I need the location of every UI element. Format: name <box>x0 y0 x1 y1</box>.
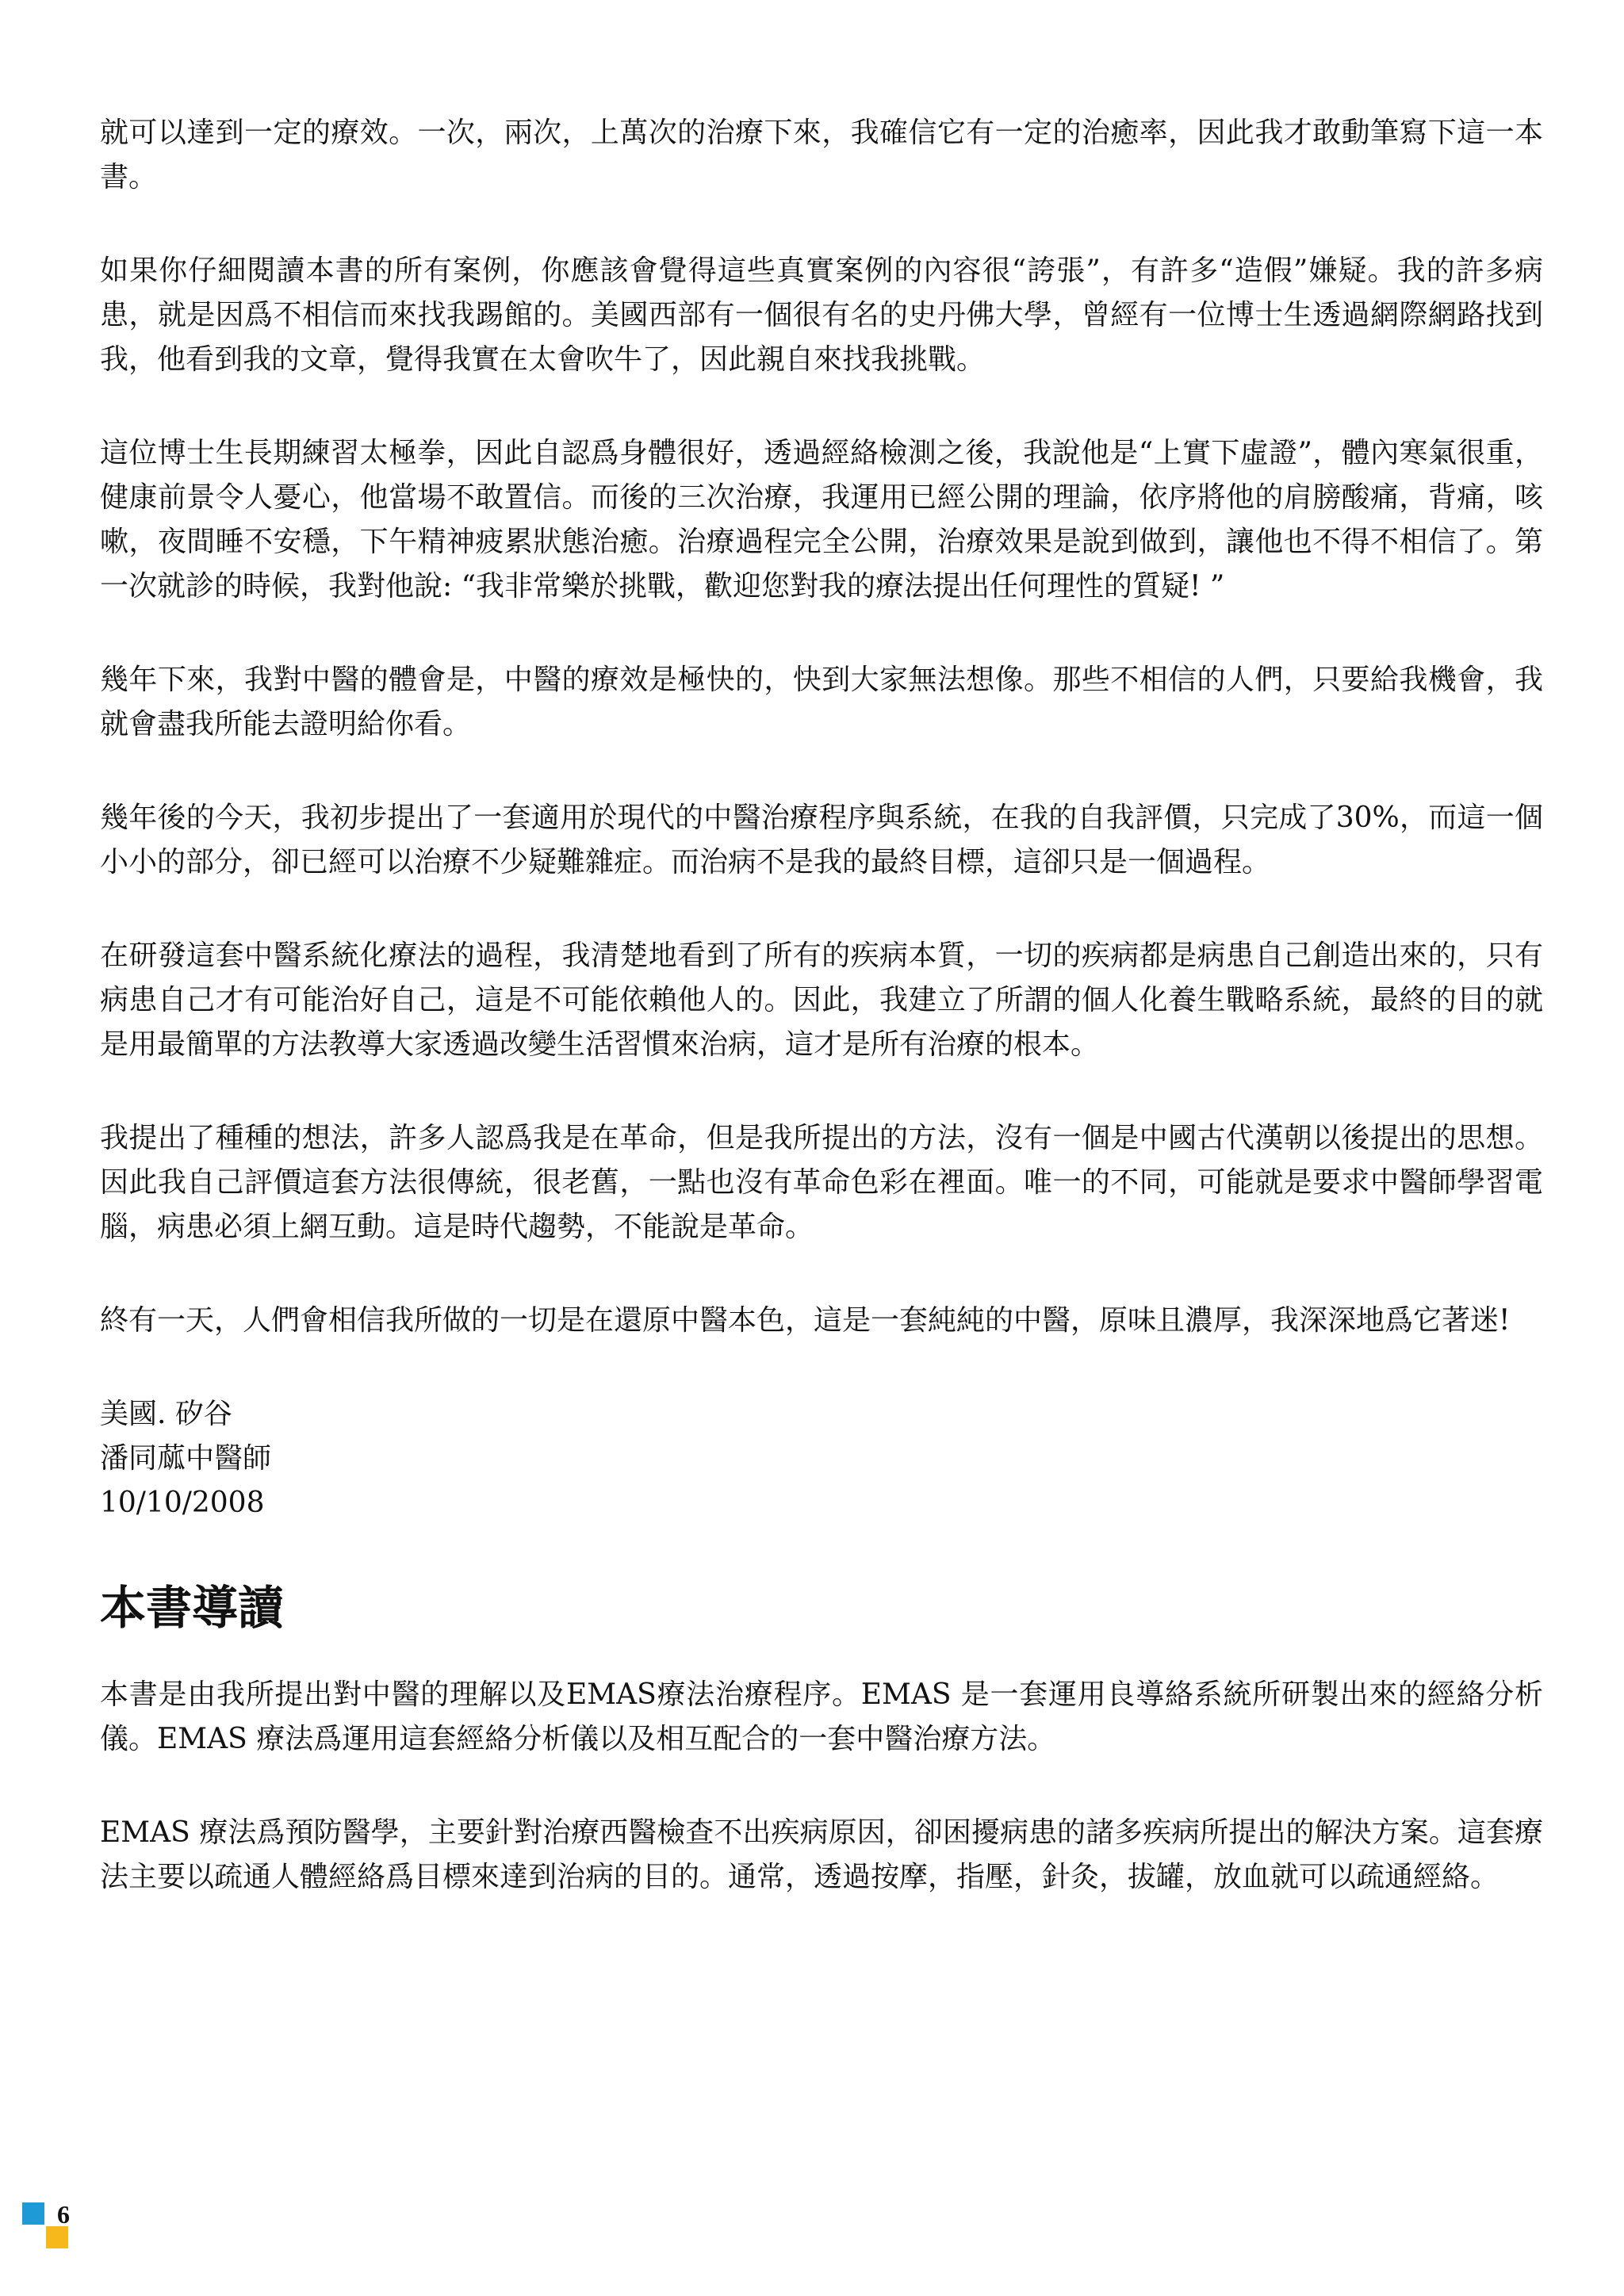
section-paragraph-2: EMAS 療法爲預防醫學，主要針對治療西醫檢查不出疾病原因，卻困擾病患的諸多疾病所提出的解決方案。這套療法主要以疏通人體經絡爲目標來達到治病的目的。通常，透過按摩，指壓，針灸，拔罐，放血就可以疏通經絡。 <box>100 1816 1543 1893</box>
body-paragraph-7: 我提出了種種的想法，許多人認爲我是在革命，但是我所提出的方法，沒有一個是中國古代漢朝以後提出的思想。因此我自己評價這套方法很傳統，很老舊，一點也沒有革命色彩在裡面。唯一的不同，可能就是要求中醫師學習電腦，病患必須上網互動。這是時代趨勢，不能說是革命。 <box>100 1122 1543 1243</box>
body-paragraph-4: 幾年下來，我對中醫的體會是，中醫的療效是極快的，快到大家無法想像。那些不相信的人們，只要給我機會，我就會盡我所能去證明給你看。 <box>100 664 1543 740</box>
section-heading: 本書導讀 <box>100 1581 285 1635</box>
page-body <box>100 111 1543 1949</box>
body-paragraph-2: 如果你仔細閱讀本書的所有案例，你應該會覺得這些真實案例的內容很“誇張”，有許多“造假”嫌疑。我的許多病患，就是因爲不相信而來找我踢館的。美國西部有一個很有名的史丹佛大學，曾經有一位博士生透過網際網路找到我，他看到我的文章，覺得我實在太會吹牛了，因此親自來找我挑戰。 <box>100 254 1543 376</box>
yellow-square-icon <box>46 2226 68 2248</box>
signature-date: 10/10/2008 <box>100 1487 265 1519</box>
signature-author: 潘同蓏中醫師 <box>100 1442 272 1475</box>
section-paragraph-1: 本書是由我所提出對中醫的理解以及EMAS療法治療程序。EMAS 是一套運用良導絡系統所研製出來的經絡分析儀。EMAS 療法爲運用這套經絡分析儀以及相互配合的一套中醫治療方法。 <box>100 1678 1543 1755</box>
body-paragraph-3: 這位博士生長期練習太極拳，因此自認爲身體很好，透過經絡檢測之後，我說他是“上實下虛證”，體內寒氣很重，健康前景令人憂心，他當場不敢置信。而後的三次治療，我運用已經公開的理論，依序將他的肩膀酸痛，背痛，咳嗽，夜間睡不安穩，下午精神疲累狀態治癒。治療過程完全公開，治療效果是說到做到，讓他也不得不相信了。第一次就診的時候，我對他說: “我非常樂於挑戰，歡迎您對我的療法提出任何理性的質疑! ” <box>100 437 1543 603</box>
body-paragraph-1: 就可以達到一定的療效。一次，兩次，上萬次的治療下來，我確信它有一定的治癒率，因此我才敢動筆寫下這一本書。 <box>100 117 1543 193</box>
body-paragraph-6: 在研發這套中醫系統化療法的過程，我清楚地看到了所有的疾病本質，一切的疾病都是病患自己創造出來的，只有病患自己才有可能治好自己，這是不可能依賴他人的。因此，我建立了所謂的個人化養生戰略系統，最終的目的就是用最簡單的方法教導大家透過改變生活習慣來治病，這才是所有治療的根本。 <box>100 939 1543 1061</box>
body-paragraph-8: 終有一天，人們會相信我所做的一切是在還原中醫本色，這是一套純純的中醫，原味且濃厚，我深深地爲它著迷! <box>100 1304 1511 1337</box>
page-number: 6 <box>57 2200 70 2229</box>
signature-block <box>100 1392 1543 1525</box>
body-paragraph-5: 幾年後的今天，我初步提出了一套適用於現代的中醫治療程序與系統，在我的自我評價，只完成了30%，而這一個小小的部分，卻已經可以治療不少疑難雜症。而治病不是我的最終目標，這卻只是一個過程。 <box>100 802 1543 878</box>
blue-square-icon <box>22 2202 44 2225</box>
signature-location: 美國. 矽谷 <box>100 1398 232 1430</box>
